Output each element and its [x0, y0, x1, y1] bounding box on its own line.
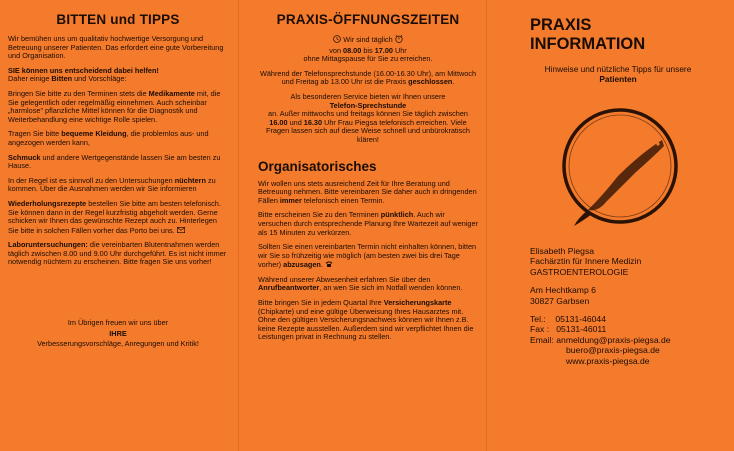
org-insurance-text: Bitte bringen Sie in jedem Quartal Ihre Versicherungskarte (Chipkarte) und eine gültige Überweisung Ihres Hausarztes mit. Ohne den gültigen Versicherungsnachweis können wir Ihnen z.B. keine Rezepte ausstellen. Außerdem sind wir verpflichtet Ihnen die Leistungen privat in Rechnung zu stellen. — [258, 298, 474, 342]
daily-line: Wir sind täglich — [258, 35, 478, 45]
info-panel — [486, 0, 734, 451]
doctor-block — [530, 246, 726, 277]
org-cancel-text: Sollten Sie einen vereinbarten Termin nicht einhalten können, bitten wir Sie so frühzeitig wie möglich (am besten zwei bis drei Tage vorher) abzusagen. — [258, 242, 477, 270]
email-link-1[interactable]: anmeldung@praxis-piegsa.de — [556, 334, 671, 345]
closing-line-2: Verbesserungsvorschläge, Anregungen und Kritik! — [37, 339, 199, 349]
hours-line: von 08.00 bis 17.00 Uhr ohne Mittagspause für Sie zu erreichen. — [303, 45, 433, 64]
doctor-specialty: GASTROENTEROLOGIE — [530, 266, 629, 277]
email-link-2[interactable]: buero@praxis-piegsa.de — [566, 345, 660, 356]
closing-line-1: Im Übrigen freuen wir uns über — [67, 318, 169, 328]
phone-hours-text: Während der Telefonsprechstunde (16.00-16.30 Uhr), am Mittwoch und Freitag ab 13.00 Uhr ist die Praxis geschlossen. — [259, 68, 477, 87]
hours-title: PRAXIS-ÖFFNUNGSZEITEN — [276, 12, 460, 27]
phone-row: Tel.: 05131-46044 — [530, 314, 606, 325]
practice-logo — [544, 102, 686, 242]
fish-circle-icon — [544, 102, 686, 242]
help-text: SIE können uns entscheidend dabei helfen! Daher einige Bitten und Vorschläge: — [8, 65, 159, 84]
service-text: Als besonderen Service bieten wir Ihnen unsere Telefon-Sprechstunde an. Außer mittwochs und freitags können Sie täglich zwischen 16.00 und 16.30 Uhr Frau Piegsa telefonisch erreichen. Viele Fragen lassen sich auf diese Weise schnell und unbürokratisch klären! — [266, 91, 470, 144]
prescription-text: Wiederholungsrezepte bestellen Sie bitte am besten telefonisch. Sie können dann in der Regel kurzfristig abgeholt werden. Gerne schicken wir Ihnen das gewünschte Rezept auch zu. Hinterlegen Sie bitte in solchen Fällen vorher das Porto bei uns. — [8, 198, 221, 235]
org-answering-text: Während unserer Abwesenheit erfahren Sie über den Anrufbeantworter, an wen Sie sich im Notfall wenden können. — [258, 274, 463, 293]
clothing-text: Tragen Sie bitte bequeme Kleidung, die problemlos aus- und angezogen werden kann, — [8, 129, 209, 147]
street: Am Hechtkamp 6 — [530, 285, 596, 296]
tips-panel — [0, 0, 238, 451]
clock-icon — [333, 35, 341, 43]
fasting-text: In der Regel ist es sinnvoll zu den Untersuchungen nüchtern zu kommen. Über die Ausnahmen werden wir Sie informieren — [8, 175, 216, 194]
org-punctual-text: Bitte erscheinen Sie zu den Terminen pünktlich. Auch wir versuchen durch entsprechende Planung Ihre Wartezeit auf weniger als 15 Minuten zu verkürzen. — [258, 210, 478, 237]
jewelry-text: Schmuck und andere Wertgegenstände lassen Sie am besten zu Hause. — [8, 152, 221, 171]
practice-title: PRAXIS INFORMATION — [530, 16, 646, 53]
lab-text: Laboruntersuchungen: die vereinbarten Blutentnahmen werden täglich zwischen 8.00 und 9.00 Uhr durchgeführt. Es ist nicht immer notwendig nüchtern zu erscheinen. Bitte fragen Sie uns vorher! — [8, 240, 227, 267]
intro-text: Wir bemühen uns um qualitativ hochwertige Versorgung und Betreuung unserer Patienten. Das erfordert eine gute Vorbereitung und Organisation. — [8, 34, 224, 61]
closing-line-bold: IHRE — [109, 328, 127, 338]
organization-title: Organisatorisches — [258, 158, 377, 174]
contact-block — [530, 314, 726, 366]
website-link[interactable]: www.praxis-piegsa.de — [566, 355, 650, 366]
fax-number: 05131-46011 — [556, 324, 607, 335]
medication-text: Bringen Sie bitte zu den Terminen stets die Medikamente mit, die Sie gelegentlich oder regelmäßig einnehmen. Auch scheinbar „harmlose" pflanzliche Mittel können für die Diagnostik und Weiterbehandlung eine wichtige Rolle spielen. — [8, 88, 221, 124]
doctor-name: Elisabeth Piegsa — [530, 246, 595, 256]
org-appointment-text: Wir wollen uns stets ausreichend Zeit für Ihre Beratung und Betreuung nehmen. Bitte vereinbaren Sie daher auch in dringenden Fällen immer telefonisch einen Termin. — [258, 178, 477, 205]
address-block — [530, 285, 726, 306]
hours-panel — [238, 0, 486, 451]
telephone-icon — [325, 260, 333, 268]
alarm-clock-icon — [395, 35, 403, 43]
tips-title: BITTEN und TIPPS — [56, 12, 180, 27]
fax-row: Fax : 05131-46011 — [530, 324, 607, 335]
phone-number[interactable]: 05131-46044 — [555, 314, 606, 325]
email-row: Email: anmeldung@praxis-piegsa.de — [530, 334, 671, 345]
envelope-icon — [177, 226, 185, 234]
doctor-title: Fachärztin für Innere Medizin — [530, 256, 642, 267]
subtitle: Hinweise und nützliche Tipps für unsere Patienten — [544, 64, 692, 84]
city: 30827 Garbsen — [530, 295, 590, 306]
